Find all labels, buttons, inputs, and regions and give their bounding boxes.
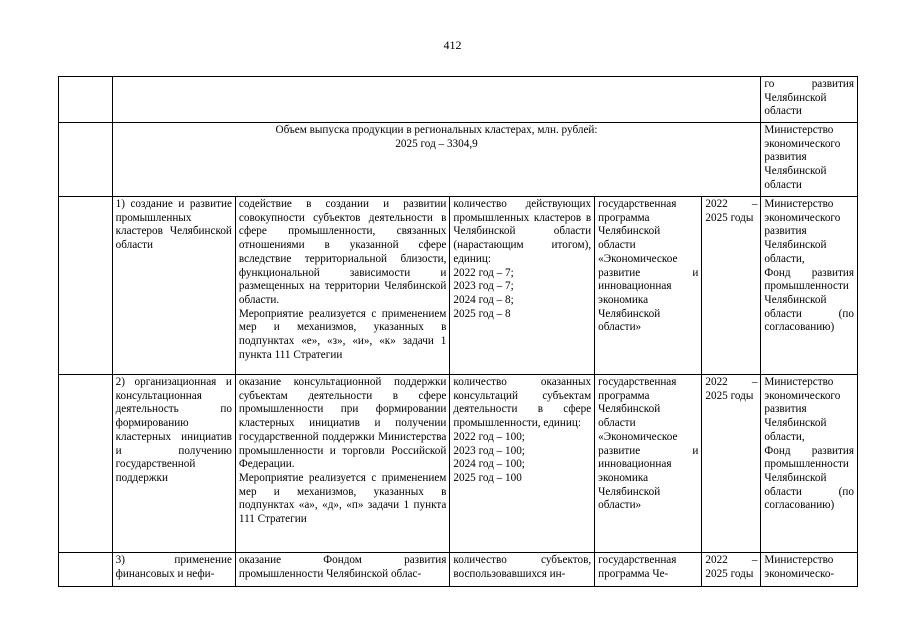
activity-text: оказание консультационной поддержки субъектам деятельности в сфере промышленности при формировании кластерных инициатив и получении государственной поддержки Министерства промышленности и торговли Российской Федерации.	[238, 376, 447, 471]
indicator-value: 2024 год – 100;	[453, 458, 525, 471]
period-cell	[702, 375, 761, 553]
indicator-value: 2022 год – 100;	[453, 430, 525, 443]
activity-cell: оказание Фондом развития промышленности Челябинской облас-	[235, 553, 449, 587]
period-dash: –	[751, 198, 758, 210]
strategy-table	[58, 76, 858, 587]
period-dash: –	[751, 554, 758, 566]
indicator-heading: Объем выпуска продукции в региональных кластерах, млн. рублей:	[275, 124, 598, 136]
period-start: 2022	[705, 198, 728, 210]
empty-cell	[59, 197, 113, 375]
empty-cell	[59, 77, 113, 123]
activity-cell	[235, 375, 449, 553]
indicator-target: 2025 год – 3304,9	[395, 137, 478, 150]
empty-merged-cell	[112, 77, 761, 123]
task-cell: 3) применение финансовых и нефи-	[112, 553, 235, 587]
org-cell: Министерство экономическо-	[761, 553, 858, 587]
org-cell: го развития Челябинской области	[761, 77, 858, 123]
table-row-indicator	[59, 123, 858, 197]
period-start: 2022	[705, 376, 728, 388]
org-cell	[761, 375, 858, 553]
org-text-secondary: Фонд развития промышленности Челябинской области (по согласованию)	[764, 444, 854, 512]
period-dash: –	[751, 376, 758, 388]
page-number: 412	[443, 38, 462, 52]
period-end: 2025 годы	[705, 211, 754, 224]
indicator-value: 2023 год – 7;	[453, 280, 514, 293]
period-end: 2025 годы	[705, 567, 754, 580]
indicator-value: 2025 год – 8	[453, 307, 511, 320]
indicator-cell: количество субъектов, воспользовавшихся ин-	[450, 553, 595, 587]
program-cell: государственная программа Челябинской области «Экономическое развитие и инновационная экономика Челябинской области»	[595, 375, 702, 553]
table-row	[59, 197, 858, 375]
activity-note: Мероприятие реализуется с применением мер и механизмов, указанных в подпунктах «е», «з», «и», «к» задачи 1 пункта 111 Стратегии	[238, 307, 447, 361]
table-row-continuation	[59, 77, 858, 123]
indicator-text: количество действующих промышленных кластеров в Челябинской области (нарастающим итогом), единиц:	[453, 198, 592, 265]
indicator-text: количество оказанных консультаций субъектам деятельности в сфере промышленности, единиц:	[453, 376, 592, 430]
org-text: Министерство экономического развития Челябинской области,	[764, 376, 841, 443]
period-start: 2022	[705, 554, 728, 566]
empty-cell	[59, 375, 113, 553]
indicator-values	[453, 267, 591, 322]
period-line	[705, 198, 757, 212]
org-text: Министерство экономического развития Челябинской области,	[764, 198, 841, 265]
indicator-value: 2023 год – 100;	[453, 444, 525, 457]
program-cell: государственная программа Че-	[595, 553, 702, 587]
indicator-value: 2022 год – 7;	[453, 266, 514, 279]
activity-text: содействие в создании и развитии совокупности субъектов деятельности в сфере промышленности, связанных отношениями в указанной сфере вследствие территориальной близости, функциональной зависимости и размещенных на территории Челябинской области.	[238, 198, 447, 306]
task-cell: 1) создание и развитие промышленных кластеров Челябинской области	[112, 197, 235, 375]
activity-note: Мероприятие реализуется с применением мер и механизмов, указанных в подпунктах «а», «д», «п» задачи 1 пункта 111 Стратегии	[238, 471, 447, 526]
table-row-partial	[59, 553, 858, 587]
indicator-values	[453, 431, 591, 486]
period-end: 2025 годы	[705, 389, 754, 402]
indicator-cell	[450, 197, 595, 375]
indicator-value: 2024 год – 8;	[453, 293, 514, 306]
empty-cell	[59, 553, 113, 587]
org-cell: Министерство экономического развития Челябинской области	[761, 123, 858, 197]
empty-cell	[59, 123, 113, 197]
org-text-secondary: Фонд развития промышленности Челябинской области (по согласованию)	[764, 266, 854, 334]
org-cell	[761, 197, 858, 375]
indicator-value: 2025 год – 100	[453, 471, 522, 484]
table-row	[59, 375, 858, 553]
indicator-cell	[450, 375, 595, 553]
period-line	[705, 554, 757, 568]
activity-cell	[235, 197, 449, 375]
indicator-heading-cell	[112, 123, 761, 197]
task-cell: 2) организационная и консультационная деятельность по формированию кластерных инициатив и получению государственной поддержки	[112, 375, 235, 553]
period-cell	[702, 197, 761, 375]
program-cell: государственная программа Челябинской области «Экономическое развитие и инновационная экономика Челябинской области»	[595, 197, 702, 375]
period-cell	[702, 553, 761, 587]
period-line	[705, 376, 757, 390]
